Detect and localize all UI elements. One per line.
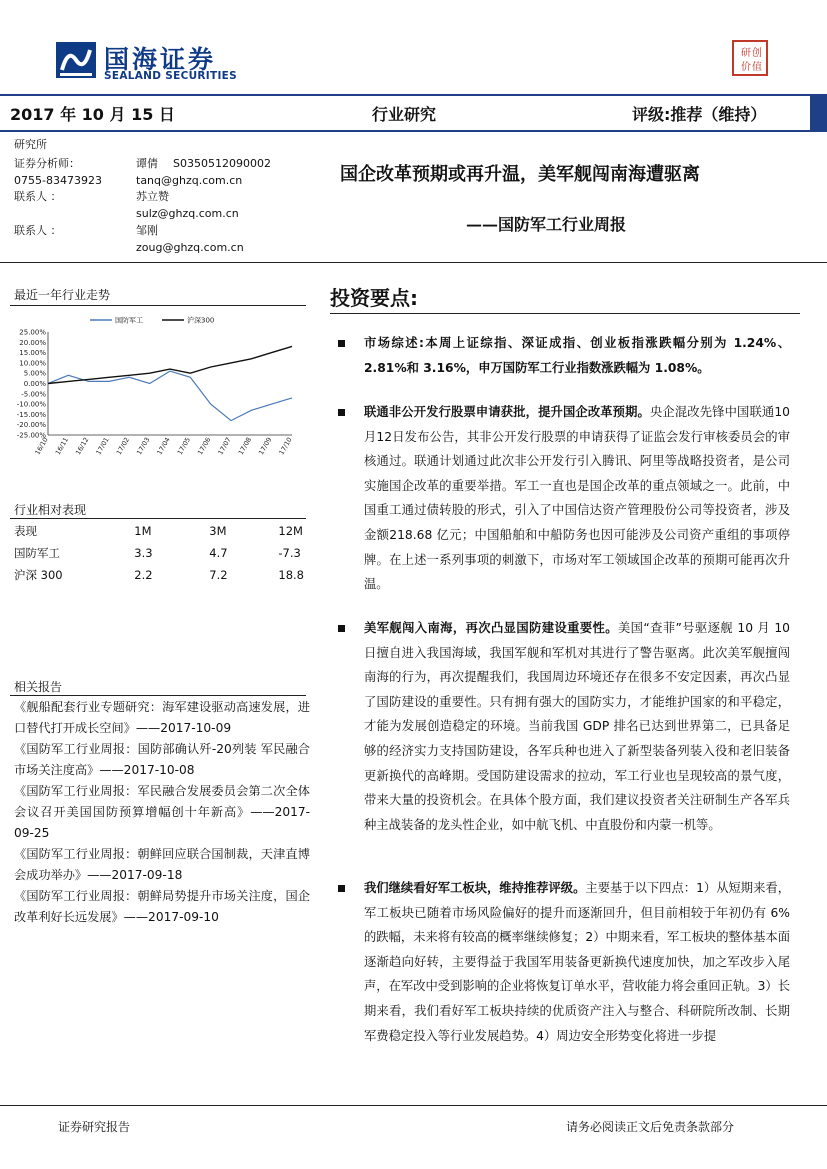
key-points-divider — [330, 313, 800, 314]
table-row — [14, 564, 304, 586]
report-title: 国企改革预期或再升温，美军舰闯南海遭驱离 — [340, 164, 700, 185]
related-divider — [10, 695, 306, 696]
paragraph-lead: 我们继续看好军工板块，维持推荐评级。 — [364, 881, 586, 895]
report-date: 2017 年 10 月 15 日 — [10, 105, 175, 124]
series-line-defense — [48, 371, 292, 421]
x-tick-label: 17/05 — [175, 436, 193, 457]
paragraph-body: 美国“查菲”号驱逐舰 10 月 10 日擅自进入我国海域，我国军舰和军机对其进行了警告驱离。此次美军舰擅闯南海的行为，再次提醒我们，我国周边环境还存在很多不安定因素，再次凸显了国防建设的重要性。只有拥有强大的国防实力，才能维护国家的和平稳定，才能为发展创造稳定的环境。当前我国 GDP 排名已达到世界第二，已具备足够的经济实力支持国防建设，各军兵种也进入了新型装备列装入役和老旧装备更新换代的高峰期。受国防建设需求的拉动，军工行业也呈现较高的景气度，带来大量的投资机会。在具体个股方面，我们建议投资者关注研制生产各军兵种主战装备的龙头性企业，如中航飞机、中直股份和内蒙一机等。 — [364, 621, 790, 832]
x-tick-label: 17/01 — [94, 436, 111, 457]
legend-label: 沪深300 — [187, 316, 215, 325]
x-tick-label: 17/06 — [196, 436, 213, 457]
y-tick-label: 10.00% — [19, 359, 46, 368]
contact-role: 联系人 ： — [14, 224, 62, 237]
y-tick-label: -5.00% — [21, 390, 46, 399]
paragraph-body: 主要基于以下四点：1）从短期来看，军工板块已随着市场风险偏好的提升而逐渐回升，但目前相较于年初仍有 6%的跌幅，未来将有较高的概率继续修复；2）中期来看，军工板块的整体基本面逐渐趋向好转，主要得益于我国军用装备更新换代速度加快，加之军改步入尾声，在军改中受到影响的企业将恢复订单水平，营收能力将会重回正轨。3）长期来看，我们看好军工板块持续的优质资产注入与整合、科研院所改制、长期军费稳定投入等行业发展趋势。4）周边安全形势变化将进一步提 — [364, 881, 790, 1043]
contact-email: zoug@ghzq.com.cn — [136, 241, 244, 254]
bullet-icon — [338, 409, 345, 416]
perf-cell: 国防军工 — [14, 546, 60, 560]
brand-name-en: SEALAND SECURITIES — [104, 70, 237, 82]
paragraph-body: 央企混改先锋中国联通10月12日发布公告，其非公开发行股票的申请获得了证监会发行审核委员会的审核通过。联通计划通过此次非公开发行引入腾讯、阿里等战略投资者，是公司实施国企改革的重要举措。军工一直也是国企改革的重点领域之一。此前，中国重工通过债转股的形式，引入了中国信达资产管理股份公司等投资者，涉及金额218.68 亿元；中国船舶和中船防务也因可能涉及公司资产重组的事项停牌。在上述一系列事项的刺激下，市场对军工领域国企改革的预期可能再次升温。 — [364, 405, 790, 592]
related-report-link[interactable]: 《国防军工行业周报：国防部确认歼-20列装 军民融合市场关注度高》——2017-10-08 — [14, 742, 310, 777]
paragraph-south-china-sea — [364, 616, 790, 837]
footer-right: 请务必阅读正文后免责条款部分 — [566, 1120, 735, 1134]
x-tick-label: 17/10 — [277, 436, 294, 457]
contact-email: sulz@ghzq.com.cn — [136, 207, 239, 220]
report-type: 行业研究 — [372, 105, 437, 124]
series-line-csi300 — [48, 346, 292, 383]
svg-text:创: 创 — [752, 48, 762, 59]
svg-text:价: 价 — [741, 62, 751, 73]
x-tick-label: 17/04 — [155, 436, 172, 457]
perf-title: 行业相对表现 — [14, 503, 87, 517]
footer-left: 证券研究报告 — [58, 1120, 131, 1134]
perf-header-cell: 12M — [278, 524, 303, 538]
y-tick-label: -15.00% — [16, 410, 46, 419]
related-list — [14, 697, 310, 928]
perf-cell: 3.3 — [134, 546, 153, 560]
perf-header-cell: 3M — [209, 524, 227, 538]
trend-divider — [10, 305, 306, 306]
table-row — [14, 542, 304, 564]
y-tick-label: 0.00% — [23, 380, 46, 388]
x-tick-label: 17/08 — [236, 436, 254, 457]
paragraph-market-summary — [364, 331, 790, 380]
y-tick-label: 5.00% — [23, 369, 46, 378]
table-row — [14, 520, 304, 542]
contact-name: 邹刚 — [136, 224, 158, 237]
paragraph-lead: 联通非公开发行股票申请获批，提升国企改革预期。 — [364, 405, 650, 419]
analyst-name: 谭倩 — [136, 157, 158, 170]
bullet-icon — [338, 885, 345, 892]
analyst-role: 证券分析师： — [14, 157, 80, 170]
analyst-phone: 0755-83473923 — [14, 174, 102, 187]
trend-chart — [10, 310, 306, 480]
header-divider — [0, 262, 827, 263]
report-rating: 评级:推荐（维持） — [632, 105, 767, 124]
x-tick-label: 17/03 — [135, 436, 152, 457]
paragraph-lead: 美军舰闯入南海，再次凸显国防建设重要性。 — [364, 621, 618, 635]
brand-name-cn: 国海证券 — [104, 45, 217, 74]
x-tick-label: 16/12 — [74, 436, 91, 457]
footer-divider — [0, 1105, 827, 1106]
analyst-license: S0350512090002 — [173, 157, 271, 170]
x-tick-label: 17/02 — [114, 436, 132, 457]
bullet-icon — [338, 625, 345, 632]
y-tick-label: -10.00% — [16, 400, 46, 409]
bullet-icon — [338, 340, 345, 347]
related-report-link[interactable]: 《舰船配套行业专题研究：海军建设驱动高速发展，进口替代打开成长空间》——2017-10-09 — [14, 700, 310, 735]
trend-title: 最近一年行业走势 — [14, 288, 111, 302]
x-tick-label: 16/10 — [33, 436, 50, 457]
related-report-link[interactable]: 《国防军工行业周报：朝鲜回应联合国制裁，天津直博会成功举办》——2017-09-18 — [14, 847, 310, 882]
related-report-link[interactable]: 《国防军工行业周报：军民融合发展委员会第二次全体会议召开美国国防预算增幅创十年新高》——2017-09-25 — [14, 784, 310, 840]
y-tick-label: 15.00% — [19, 349, 46, 358]
report-subtitle: ——国防军工行业周报 — [466, 215, 627, 234]
paragraph-rating — [364, 876, 790, 1048]
analyst-email: tanq@ghzq.com.cn — [136, 174, 243, 187]
perf-cell: 沪深 300 — [14, 568, 63, 582]
perf-cell: -7.3 — [278, 546, 301, 560]
research-dept: 研究所 — [14, 138, 47, 151]
seal-stamp-icon — [732, 40, 768, 76]
perf-divider — [10, 518, 306, 519]
perf-cell: 2.2 — [134, 568, 153, 582]
related-title: 相关报告 — [14, 680, 63, 694]
perf-cell: 18.8 — [278, 568, 304, 582]
key-points-title: 投资要点: — [330, 286, 418, 310]
paragraph-unicom — [364, 400, 790, 597]
contact-role: 联系人 ： — [14, 190, 62, 203]
legend-label: 国防军工 — [115, 316, 143, 325]
perf-cell: 4.7 — [209, 546, 228, 560]
perf-header-cell: 表现 — [14, 524, 37, 538]
perf-header-cell: 1M — [134, 524, 152, 538]
x-tick-label: 16/11 — [53, 436, 71, 457]
y-tick-label: 20.00% — [19, 338, 46, 347]
y-tick-label: 25.00% — [19, 328, 46, 337]
brand-logo-icon — [56, 40, 96, 80]
perf-table — [14, 520, 304, 586]
perf-cell: 7.2 — [209, 568, 228, 582]
related-report-link[interactable]: 《国防军工行业周报：朝鲜局势提升市场关注度，国企改革利好长远发展》——2017-09-10 — [14, 889, 310, 924]
paragraph-lead: 市场综述:本周上证综指、深证成指、创业板指涨跌幅分别为 1.24%、2.81%和 3.16%，申万国防军工行业指数涨跌幅为 1.08%。 — [364, 336, 790, 375]
svg-text:值: 值 — [752, 62, 762, 73]
y-tick-label: -25.00% — [16, 431, 46, 440]
x-tick-label: 17/09 — [257, 436, 274, 457]
x-tick-label: 17/07 — [216, 436, 233, 457]
y-tick-label: -20.00% — [16, 421, 46, 430]
contact-name: 苏立赞 — [136, 190, 169, 203]
svg-text:研: 研 — [741, 48, 751, 59]
